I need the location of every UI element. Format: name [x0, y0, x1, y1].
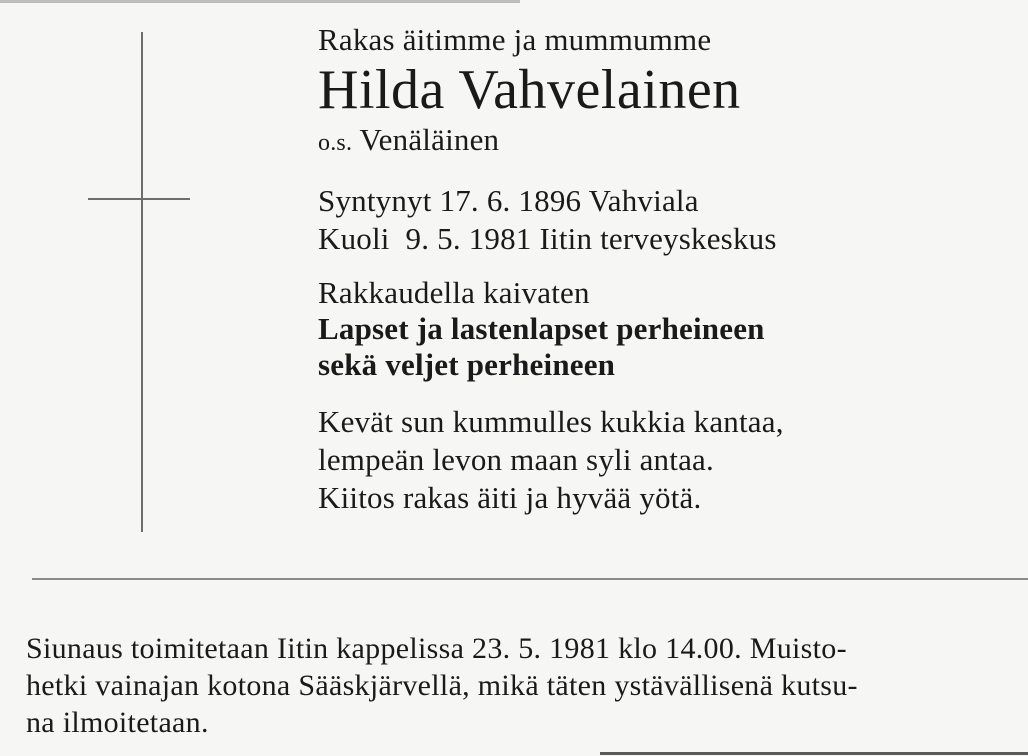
born-place: Vahviala	[588, 183, 699, 218]
born-date: 17. 6. 1896	[439, 183, 582, 218]
verse-line: lempeän levon maan syli antaa.	[318, 442, 714, 477]
maiden-name-line	[318, 122, 1018, 161]
maiden-name: Venäläinen	[359, 122, 500, 157]
deceased-name: Hilda Vahvelainen	[318, 59, 741, 121]
mourners-line: sekä veljet perheineen	[318, 347, 616, 382]
intro-line: Rakas äitimme ja mummumme	[318, 22, 712, 57]
obituary-notice	[318, 22, 1018, 517]
grief-line: Rakkaudella kaivaten	[318, 275, 590, 310]
verse-line: Kiitos rakas äiti ja hyvää yötä.	[318, 480, 702, 515]
died-label: Kuoli	[318, 221, 390, 256]
verse-line: Kevät sun kummulles kukkia kantaa,	[318, 404, 784, 439]
born-label: Syntynyt	[318, 183, 432, 218]
top-edge-rule	[0, 0, 520, 3]
maiden-prefix: o.s.	[318, 130, 353, 156]
section-divider	[32, 578, 1028, 580]
mourners-line: Lapset ja lastenlapset perheineen	[318, 311, 765, 346]
died-date: 9. 5. 1981	[405, 221, 532, 256]
funeral-text-line: hetki vainajan kotona Sääskjärvellä, mikä täten ystävällisenä kutsu-	[26, 669, 858, 702]
cross-symbol-vertical	[141, 32, 143, 532]
cross-symbol-horizontal	[88, 198, 190, 200]
birth-line	[318, 183, 1018, 219]
died-place: Iitin terveyskeskus	[539, 221, 777, 256]
funeral-text-line: na ilmoitetaan.	[26, 706, 209, 739]
funeral-announcement	[26, 630, 1006, 741]
funeral-text-line: Siunaus toimitetaan Iitin kappelissa 23. 5. 1981 klo 14.00. Muisto-	[26, 632, 847, 665]
bottom-edge-rule	[600, 752, 1028, 755]
death-line	[318, 221, 1018, 257]
